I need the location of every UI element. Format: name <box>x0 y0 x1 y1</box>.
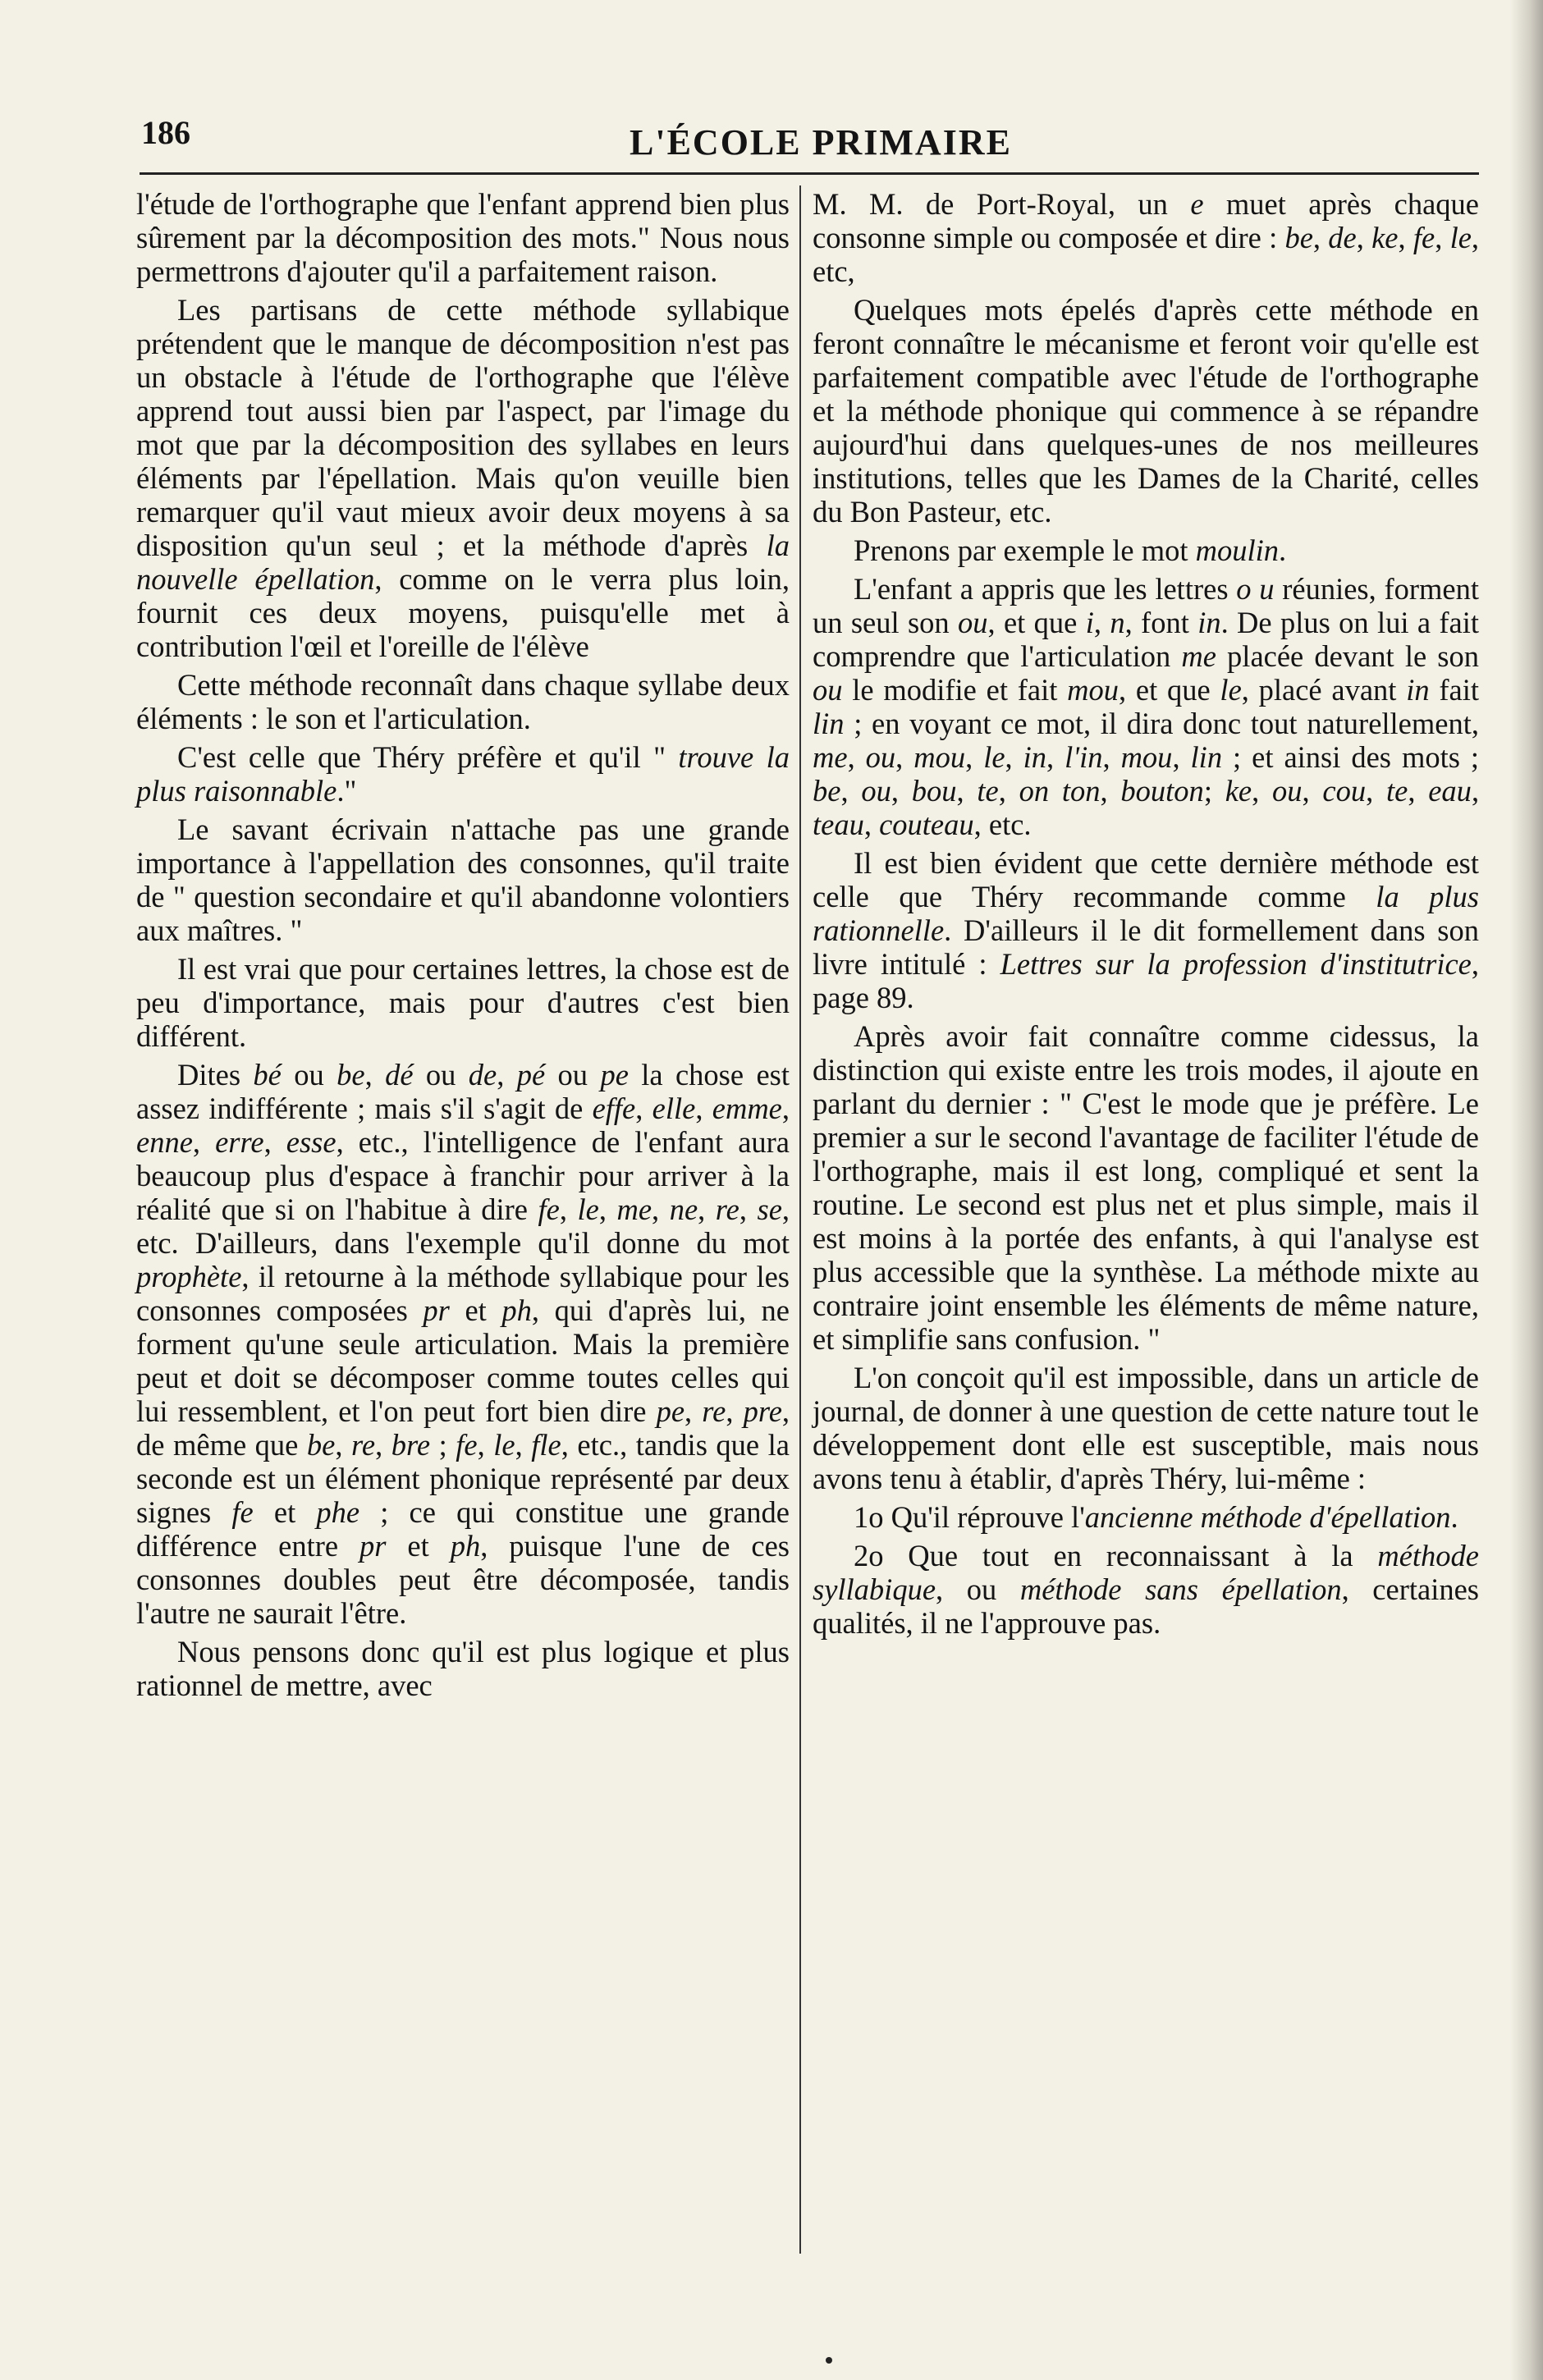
page-number: 186 <box>141 114 190 151</box>
paragraph: Dites bé ou be, dé ou de, pé ou pe la chose est assez indifférente ; mais s'il s'agit de effe, elle, emme, enne, erre, esse, etc., l'intelligence de l'enfant aura beaucoup plus d'espace à franchir pour arriver à la réalité que si on l'habitue à dire fe, le, me, ne, re, se, etc. D'ailleurs, dans l'exemple qu'il donne du mot prophète, il retourne à la méthode syllabique pour les consonnes composées pr et ph, qui d'après lui, ne forment qu'une seule articulation. Mais la première peut et doit se décomposer comme toutes celles qui lui ressemblent, et l'on peut fort bien dire pe, re, pre, de même que be, re, bre ; fe, le, fle, etc., tandis que la seconde est un élément phonique représenté par deux signes fe et phe ; ce qui constitue une grande différence entre pr et ph, puisque l'une de ces consonnes doubles peut être décomposée, tandis l'autre ne saurait l'être. <box>136 1058 790 1630</box>
paragraph: Cette méthode reconnaît dans chaque syllabe deux éléments : le son et l'articulation. <box>136 668 790 735</box>
paragraph: Quelques mots épelés d'après cette méthode en feront connaître le mécanisme et feront voir qu'elle est parfaitement compatible avec l'étude de l'orthographe et la méthode phonique qui commence à se répandre aujourd'hui dans quelques-unes de nos meilleures institutions, telles que les Dames de la Charité, celles du Bon Pasteur, etc. <box>813 293 1479 529</box>
paragraph: 2o Que tout en reconnaissant à la méthode syllabique, ou méthode sans épellation, certaines qualités, il ne l'approuve pas. <box>813 1539 1479 1640</box>
paragraph: Prenons par exemple le mot moulin. <box>854 533 1287 567</box>
paragraph: C'est celle que Théry préfère et qu'il " trouve la plus raisonnable." <box>136 740 790 808</box>
paragraph: L'enfant a appris que les lettres o u réunies, forment un seul son ou, et que i, n, font in. De plus on lui a fait comprendre que l'articulation me placée devant le son ou le modifie et fait mou, et que le, placé avant in fait lin ; en voyant ce mot, il dira donc tout naturellement, me, ou, mou, le, in, l'in, mou, lin ; et ainsi des mots ; be, ou, bou, te, on ton, bouton; ke, ou, cou, te, eau, teau, couteau, etc. <box>813 572 1480 841</box>
paragraph: Il est vrai que pour certaines lettres, la chose est de peu d'importance, mais pour d'autres c'est bien différent. <box>136 952 790 1053</box>
paragraph: Après avoir fait connaître comme cidessus, la distinction qui existe entre les trois modes, il ajoute en parlant du dernier : " C'est le mode que je préfère. Le premier a sur le second l'avantage de faciliter l'étude de l'orthographe, mais il est long, compliqué et sent la routine. Le second est plus net et plus simple, mais il est moins à la portée des enfants, à qui l'analyse est plus accessible que la synthèse. La méthode mixte au contraire joint ensemble les éléments de même nature, et simplifie sans confusion. " <box>813 1019 1479 1356</box>
page-edge-shadow <box>1510 0 1543 2380</box>
right-column <box>813 187 1479 1645</box>
paragraph: Il est bien évident que cette dernière méthode est celle que Théry recommande comme la plus rationnelle. D'ailleurs il le dit formellement dans son livre intitulé : Lettres sur la profession d'institutrice, page 89. <box>813 846 1479 1014</box>
header-rule <box>140 172 1479 175</box>
printer-dot <box>826 2357 832 2364</box>
left-column <box>136 187 790 1707</box>
paragraph: 1o Qu'il réprouve l'ancienne méthode d'épellation. <box>854 1500 1458 1534</box>
paragraph: Nous pensons donc qu'il est plus logique et plus rationnel de mettre, avec <box>136 1635 790 1702</box>
paragraph: Le savant écrivain n'attache pas une grande importance à l'appellation des consonnes, qu'il traite de " question secondaire et qu'il abandonne volontiers aux maîtres. " <box>136 812 790 947</box>
paragraph: Les partisans de cette méthode syllabique prétendent que le manque de décomposition n'est pas un obstacle à l'étude de l'orthographe que l'élève apprend tout aussi bien par l'aspect, par l'image du mot que par la décomposition des syllabes en leurs éléments par l'épellation. Mais qu'on veuille bien remarquer qu'il vaut mieux avoir deux moyens à sa disposition qu'un seul ; et la méthode d'après la nouvelle épellation, comme on le verra plus loin, fournit ces deux moyens, puisqu'elle met à contribution l'œil et l'oreille de l'élève <box>136 293 790 663</box>
paragraph: M. M. de Port-Royal, un e muet après chaque consonne simple ou composée et dire : be, de, ke, fe, le, etc, <box>813 187 1480 288</box>
paragraph: l'étude de l'orthographe que l'enfant apprend bien plus sûrement par la décomposition des mots." Nous nous permettrons d'ajouter qu'il a parfaitement raison. <box>136 187 790 288</box>
paragraph: L'on conçoit qu'il est impossible, dans un article de journal, de donner à une question de cette nature tout le développement dont elle est susceptible, mais nous avons tenu à établir, d'après Théry, lui-même : <box>813 1361 1479 1495</box>
running-title: L'ÉCOLE PRIMAIRE <box>630 122 1012 162</box>
column-divider <box>799 185 801 2254</box>
